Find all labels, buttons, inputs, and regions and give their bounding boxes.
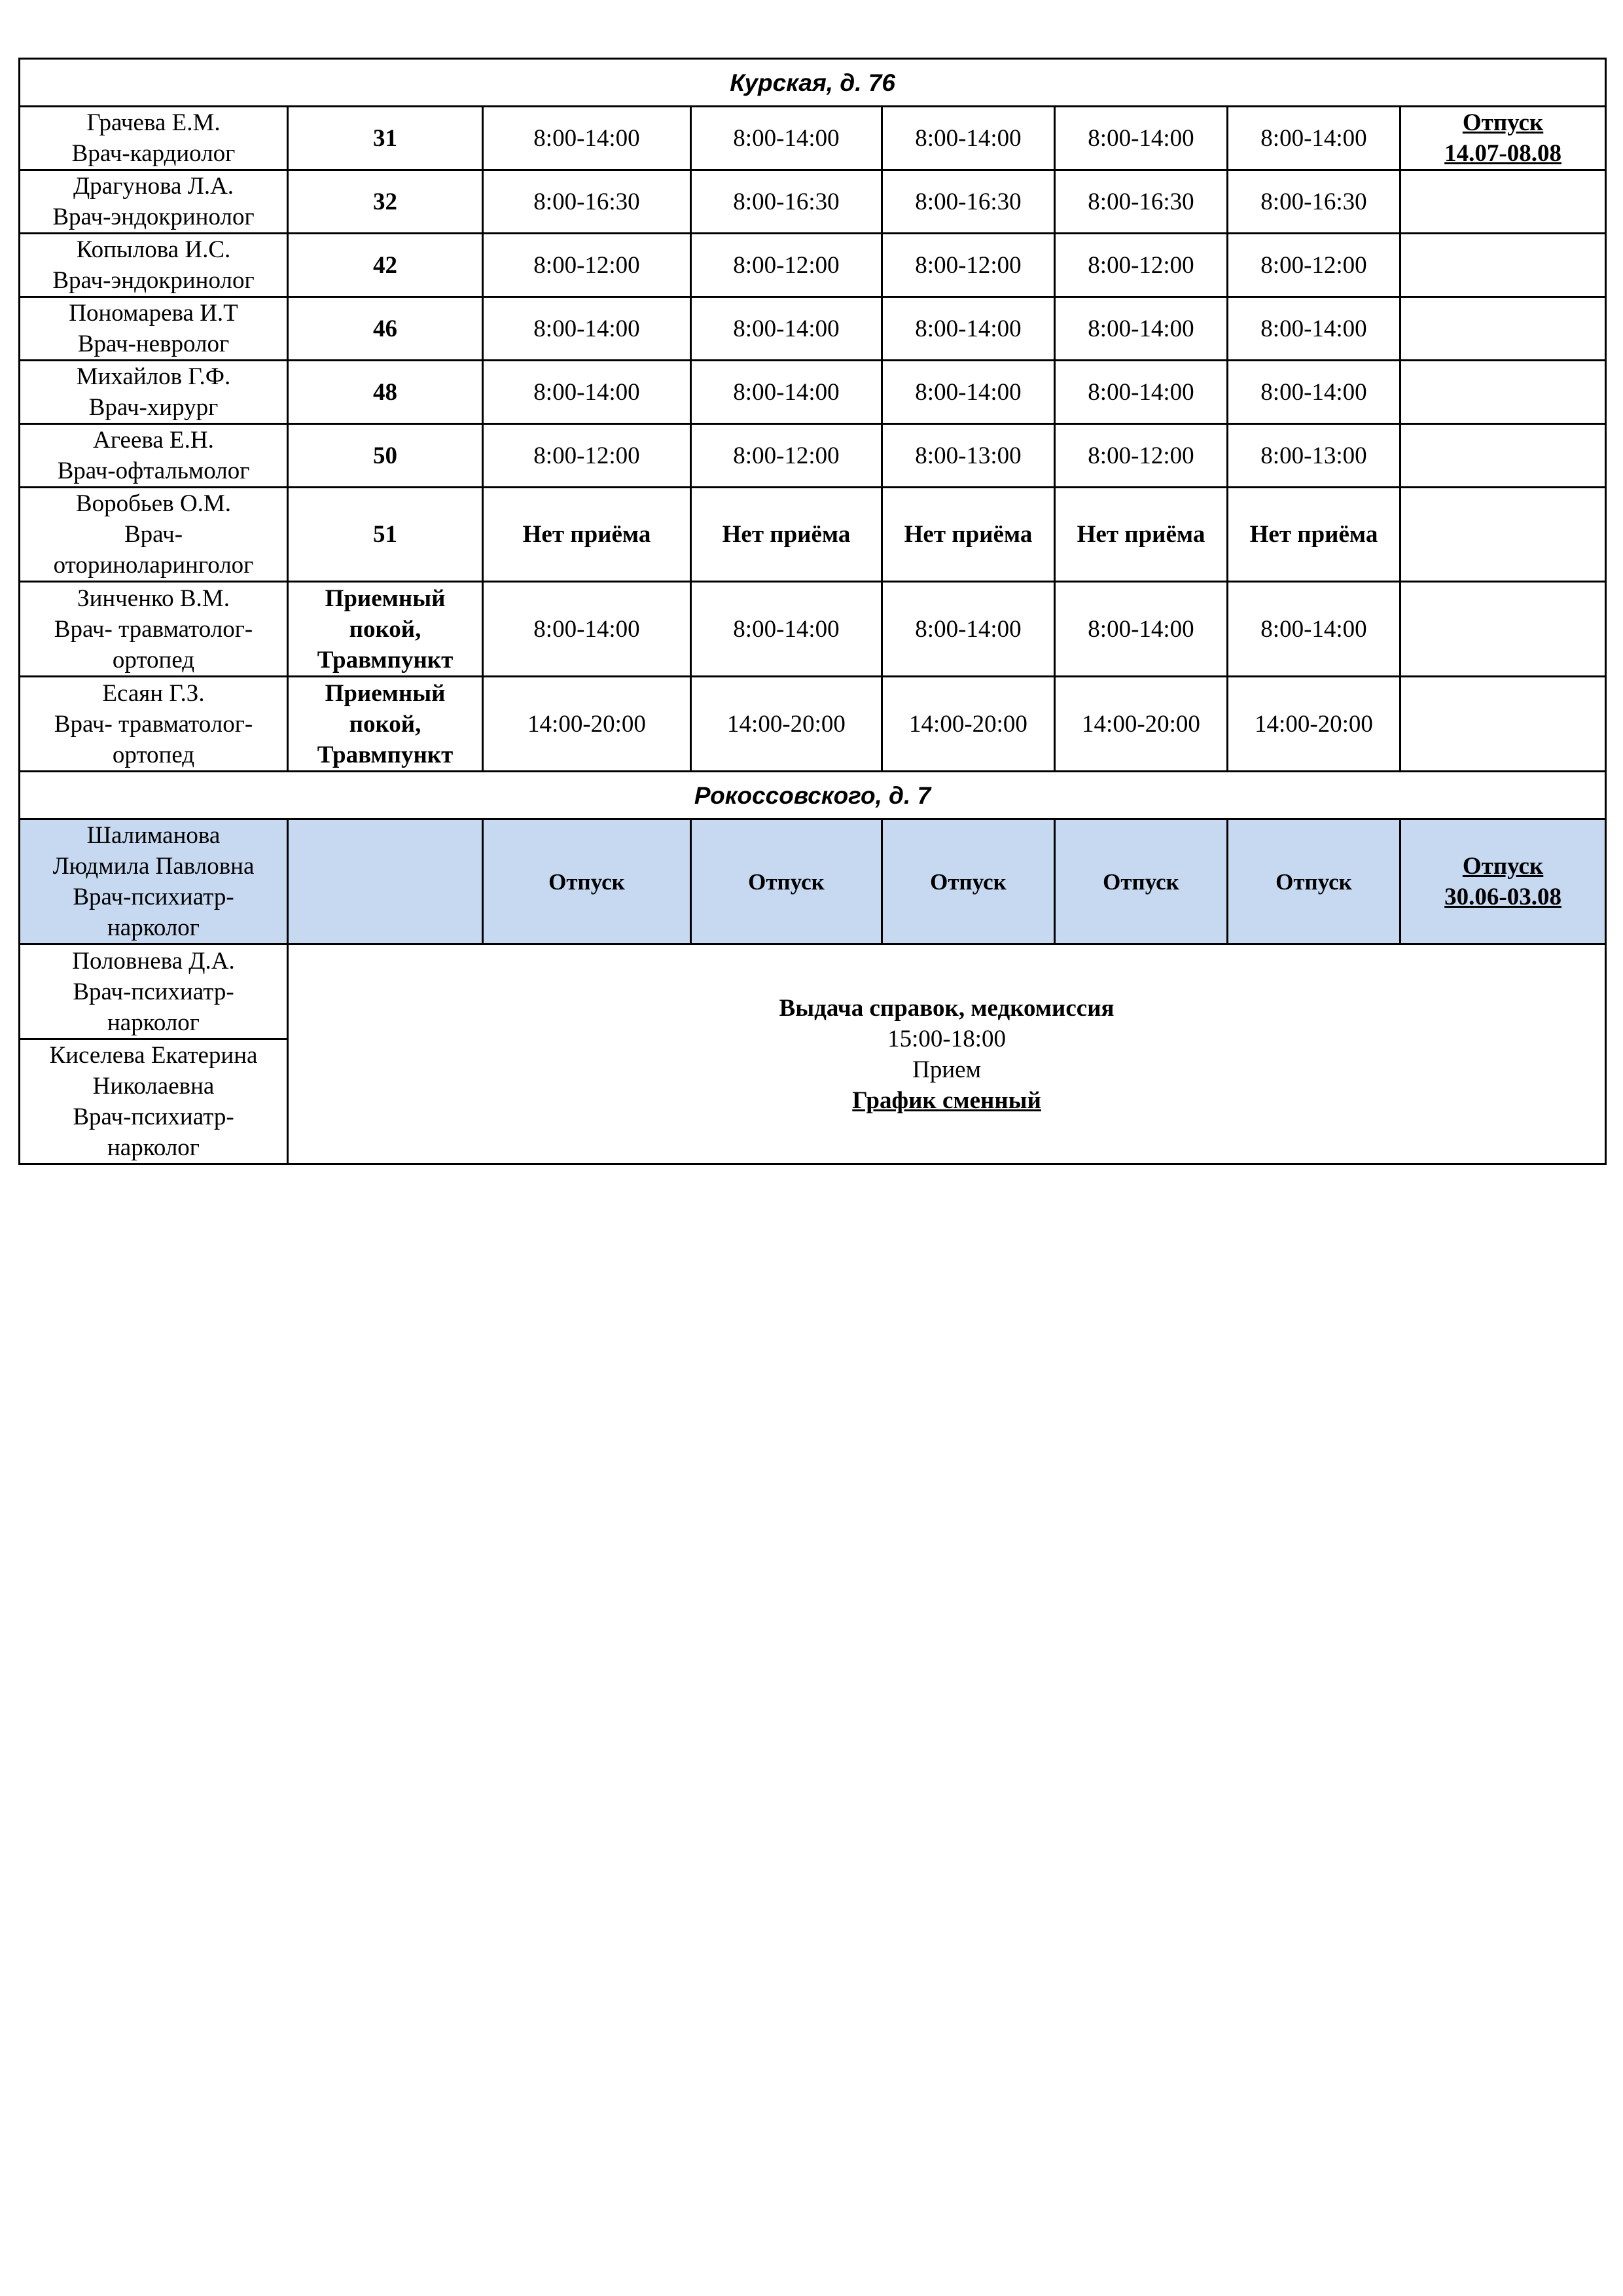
day-5-hours: 8:00-12:00 (1228, 234, 1400, 297)
room-number: 46 (288, 297, 483, 361)
doctor-name: Зинченко В.М. (77, 584, 230, 612)
table-row (20, 424, 1606, 488)
vacation-cell-empty (1400, 361, 1606, 424)
room-location-line: покой, (349, 615, 421, 643)
doctor-name: Людмила Павловна (52, 853, 255, 880)
vacation-cell-empty (1400, 234, 1606, 297)
doctor-cell (20, 488, 288, 582)
doctor-name: Агеева Е.Н. (93, 427, 214, 454)
day-5-hours: Нет приёма (1228, 488, 1400, 582)
day-5-hours: 8:00-14:00 (1228, 107, 1400, 170)
vacation-cell-empty (1400, 677, 1606, 772)
day-4-hours: 8:00-14:00 (1055, 297, 1228, 361)
table-row (20, 677, 1606, 772)
doctor-position: Врач-офтальмолог (57, 457, 250, 484)
vacation-label: Отпуск (1462, 109, 1544, 136)
day-4-hours: 8:00-14:00 (1055, 582, 1228, 677)
doctor-position: Врач- травматолог- (54, 710, 253, 738)
merged-schedule-info (288, 944, 1606, 1164)
day-2-hours: Нет приёма (691, 488, 882, 582)
info-shift-schedule: График сменный (852, 1086, 1041, 1114)
day-1-hours: 8:00-14:00 (483, 361, 691, 424)
day-1-hours: 8:00-12:00 (483, 424, 691, 488)
doctor-name: Шалиманова (86, 822, 221, 849)
doctor-cell (20, 361, 288, 424)
day-2-hours: 8:00-14:00 (691, 297, 882, 361)
day-3-hours: 8:00-14:00 (882, 582, 1055, 677)
doctor-cell (20, 944, 288, 1039)
room-number: 51 (288, 488, 483, 582)
vacation-dates: 30.06-03.08 (1444, 884, 1561, 910)
day-1-hours: 8:00-14:00 (483, 582, 691, 677)
doctor-position: Врач-кардиолог (71, 140, 236, 167)
doctor-position: Врач-психиатр- (73, 978, 234, 1005)
doctor-name: Пономарева И.Т (69, 300, 238, 327)
vacation-cell-empty (1400, 297, 1606, 361)
table-row (20, 170, 1606, 234)
room-location-line: Травмпункт (317, 646, 454, 673)
doctor-position: Врач-хирург (88, 394, 219, 421)
day-3-hours: Отпуск (882, 819, 1055, 944)
table-row-highlighted (20, 819, 1606, 944)
table-row (20, 297, 1606, 361)
day-5-hours: 8:00-14:00 (1228, 361, 1400, 424)
room-number: 50 (288, 424, 483, 488)
info-hours: 15:00-18:00 (887, 1025, 1006, 1052)
doctor-name: Копылова И.С. (76, 236, 231, 263)
section-header-rokossovskogo (20, 772, 1606, 819)
day-5-hours: 8:00-13:00 (1228, 424, 1400, 488)
doctor-name: Драгунова Л.А. (73, 173, 234, 200)
doctor-position: Врач-психиатр- (73, 1103, 234, 1130)
day-2-hours: 8:00-12:00 (691, 424, 882, 488)
schedule-table (18, 58, 1607, 1165)
room-location-line: Приемный (325, 679, 446, 707)
room-number: 48 (288, 361, 483, 424)
room-location (288, 677, 483, 772)
vacation-cell (1400, 107, 1606, 170)
day-4-hours: 8:00-16:30 (1055, 170, 1228, 234)
room-number: 31 (288, 107, 483, 170)
room-location-line: покой, (349, 710, 421, 738)
day-3-hours: 8:00-13:00 (882, 424, 1055, 488)
day-3-hours: 8:00-12:00 (882, 234, 1055, 297)
day-3-hours: Нет приёма (882, 488, 1055, 582)
doctor-position: нарколог (107, 1009, 200, 1036)
doctor-position: Врач-психиатр- (73, 884, 234, 910)
doctor-position: нарколог (107, 914, 200, 941)
doctor-cell (20, 582, 288, 677)
room-location (288, 582, 483, 677)
day-3-hours: 8:00-14:00 (882, 361, 1055, 424)
day-4-hours: 14:00-20:00 (1055, 677, 1228, 772)
day-3-hours: 8:00-14:00 (882, 107, 1055, 170)
doctor-name: Грачева Е.М. (86, 109, 221, 136)
day-4-hours: 8:00-14:00 (1055, 361, 1228, 424)
day-2-hours: 8:00-14:00 (691, 582, 882, 677)
day-1-hours: Нет приёма (483, 488, 691, 582)
day-4-hours: Отпуск (1055, 819, 1228, 944)
day-3-hours: 8:00-16:30 (882, 170, 1055, 234)
room-location-line: Приемный (325, 584, 446, 612)
doctor-position: ортопед (112, 741, 195, 768)
doctor-cell (20, 234, 288, 297)
day-2-hours: 8:00-12:00 (691, 234, 882, 297)
table-row (20, 234, 1606, 297)
section-header-kurskaya (20, 59, 1606, 107)
day-3-hours: 14:00-20:00 (882, 677, 1055, 772)
section-title-rokossovskogo: Рокоссовского, д. 7 (20, 772, 1606, 819)
day-1-hours: 14:00-20:00 (483, 677, 691, 772)
info-reception: Прием (912, 1056, 981, 1083)
day-5-hours: Отпуск (1228, 819, 1400, 944)
doctor-position: нарколог (107, 1134, 200, 1161)
doctor-position: Врач-невролог (77, 331, 230, 357)
doctor-cell (20, 107, 288, 170)
day-1-hours: Отпуск (483, 819, 691, 944)
vacation-cell-empty (1400, 424, 1606, 488)
day-2-hours: Отпуск (691, 819, 882, 944)
doctor-position: Врач-эндокринолог (52, 267, 255, 294)
day-4-hours: 8:00-14:00 (1055, 107, 1228, 170)
day-5-hours: 14:00-20:00 (1228, 677, 1400, 772)
day-5-hours: 8:00-16:30 (1228, 170, 1400, 234)
day-5-hours: 8:00-14:00 (1228, 297, 1400, 361)
day-3-hours: 8:00-14:00 (882, 297, 1055, 361)
section-title-kurskaya: Курская, д. 76 (20, 59, 1606, 107)
day-1-hours: 8:00-16:30 (483, 170, 691, 234)
doctor-cell (20, 1039, 288, 1164)
table-row (20, 944, 1606, 1039)
doctor-name: Николаевна (92, 1073, 215, 1100)
doctor-position: ортопед (112, 646, 195, 673)
doctor-name: Есаян Г.З. (102, 679, 205, 707)
day-2-hours: 8:00-14:00 (691, 107, 882, 170)
day-1-hours: 8:00-14:00 (483, 297, 691, 361)
vacation-dates: 14.07-08.08 (1444, 140, 1561, 167)
doctor-position: Врач- травматолог- (54, 615, 253, 643)
day-5-hours: 8:00-14:00 (1228, 582, 1400, 677)
doctor-name: Воробьев О.М. (75, 490, 232, 517)
doctor-position: Врач- (124, 521, 183, 548)
day-2-hours: 14:00-20:00 (691, 677, 882, 772)
vacation-cell-empty (1400, 488, 1606, 582)
table-row (20, 361, 1606, 424)
info-services: Выдача справок, медкомиссия (779, 994, 1115, 1022)
vacation-cell-empty (1400, 582, 1606, 677)
day-4-hours: 8:00-12:00 (1055, 234, 1228, 297)
doctor-name: Киселева Екатерина (49, 1042, 258, 1069)
vacation-cell (1400, 819, 1606, 944)
vacation-label: Отпуск (1462, 853, 1544, 880)
day-2-hours: 8:00-16:30 (691, 170, 882, 234)
day-1-hours: 8:00-12:00 (483, 234, 691, 297)
doctor-name: Михайлов Г.Ф. (76, 363, 231, 390)
day-4-hours: Нет приёма (1055, 488, 1228, 582)
doctor-cell (20, 424, 288, 488)
day-2-hours: 8:00-14:00 (691, 361, 882, 424)
room-location-line: Травмпункт (317, 741, 454, 768)
doctor-cell (20, 170, 288, 234)
doctor-position: Врач-эндокринолог (52, 204, 255, 230)
doctor-position: оториноларинголог (53, 552, 254, 579)
table-row (20, 107, 1606, 170)
room-number: 32 (288, 170, 483, 234)
day-1-hours: 8:00-14:00 (483, 107, 691, 170)
vacation-cell-empty (1400, 170, 1606, 234)
room-number-empty (288, 819, 483, 944)
doctor-cell (20, 297, 288, 361)
room-number: 42 (288, 234, 483, 297)
doctor-cell (20, 677, 288, 772)
day-4-hours: 8:00-12:00 (1055, 424, 1228, 488)
doctor-name: Половнева Д.А. (72, 947, 235, 975)
table-row (20, 582, 1606, 677)
doctor-cell (20, 819, 288, 944)
table-row (20, 488, 1606, 582)
